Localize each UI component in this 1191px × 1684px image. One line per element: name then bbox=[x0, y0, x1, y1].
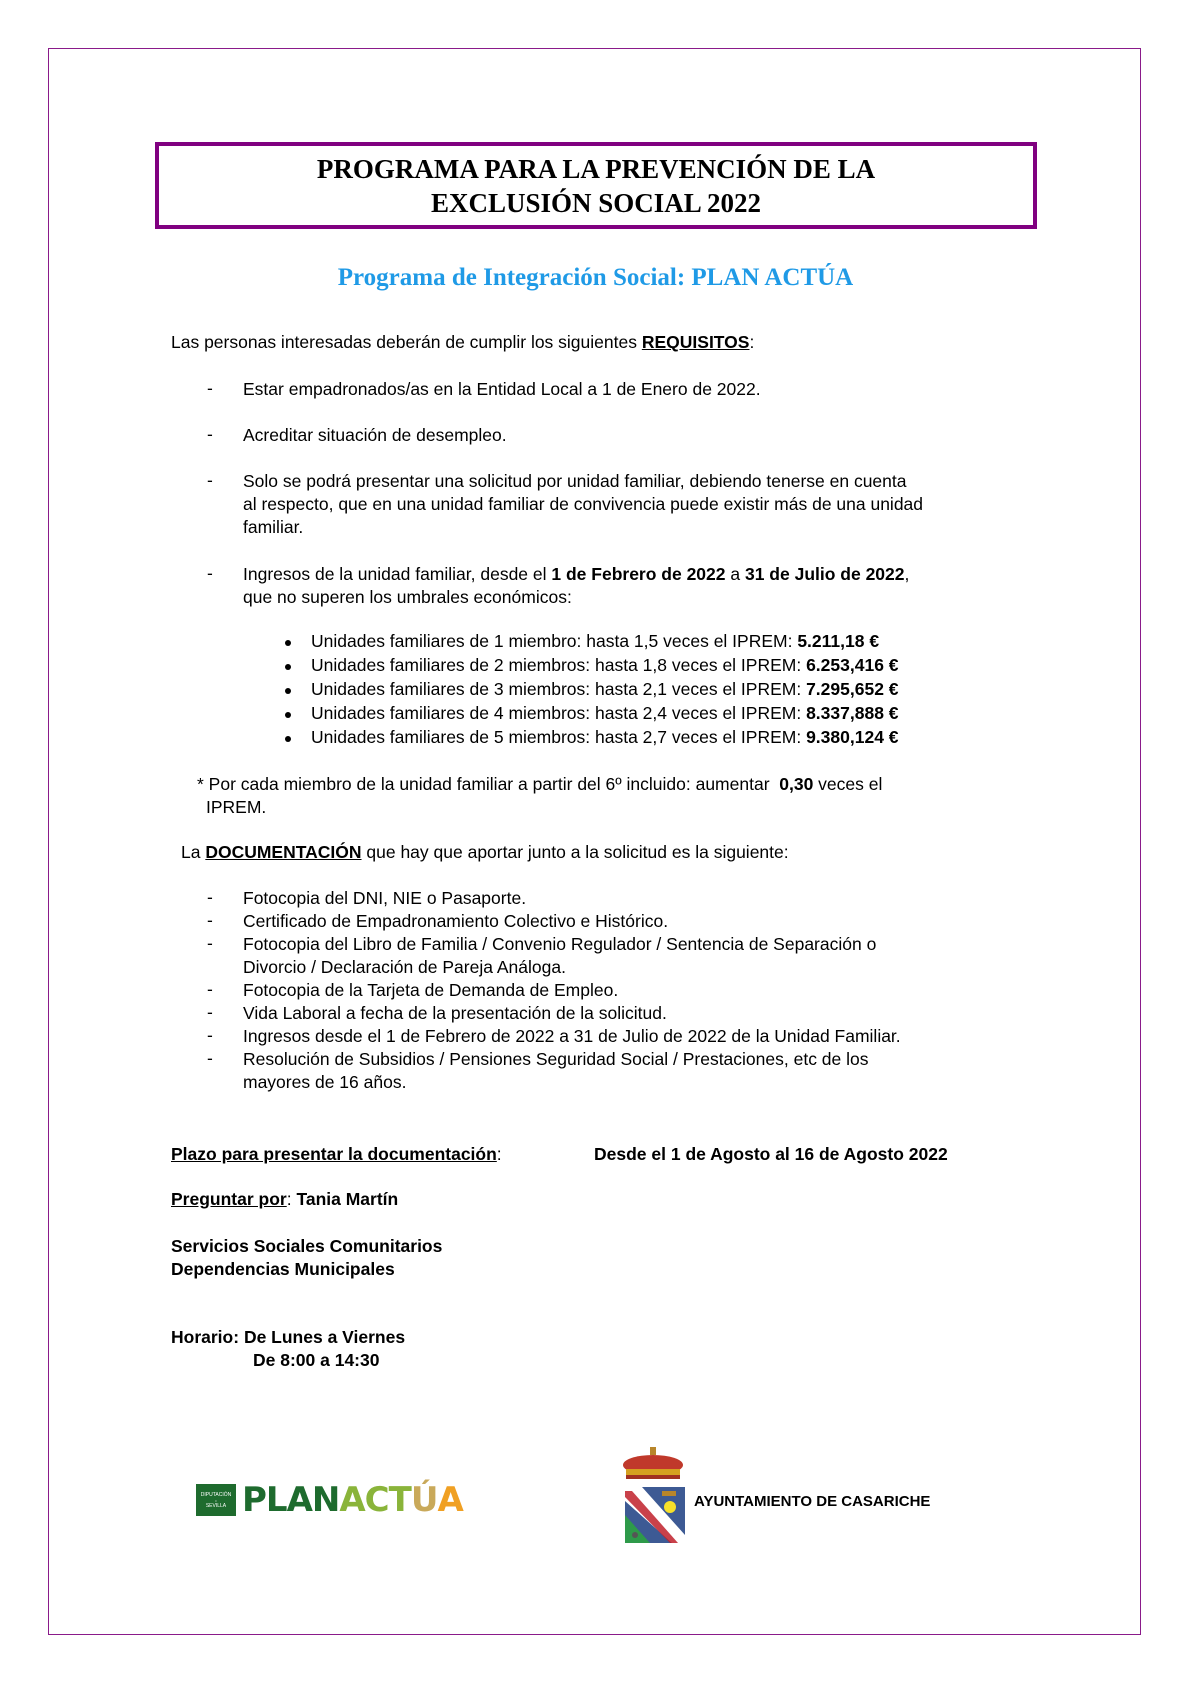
threshold-amount: 9.380,124 € bbox=[806, 727, 899, 747]
requirement-item bbox=[243, 470, 923, 539]
documentation-item: Certificado de Empadronamiento Colectivo e Histórico. bbox=[243, 911, 669, 931]
documentation-item bbox=[243, 933, 876, 979]
schedule-days: De Lunes a Viernes bbox=[243, 1327, 406, 1347]
note-prefix: * Por cada miembro de la unidad familiar a partir del 6º incluido: aumentar bbox=[197, 774, 780, 794]
logo-heart-u: Ú bbox=[410, 1480, 438, 1520]
requirement-line: al respecto, que en una unidad familiar de convivencia puede existir más de una unidad bbox=[243, 494, 924, 514]
dash-bullet: - bbox=[207, 910, 213, 930]
dash-bullet: - bbox=[207, 933, 213, 953]
casariche-crest-icon bbox=[620, 1445, 690, 1545]
dash-bullet: - bbox=[207, 979, 213, 999]
ayuntamiento-name: AYUNTAMIENTO DE CASARICHE bbox=[694, 1493, 931, 1510]
title-line-1: PROGRAMA PARA LA PREVENCIÓN DE LA bbox=[316, 153, 876, 184]
documentation-intro-prefix: La bbox=[181, 842, 206, 862]
threshold-item bbox=[311, 678, 899, 701]
requirements-keyword: REQUISITOS bbox=[641, 332, 750, 352]
title-box bbox=[155, 142, 1037, 229]
bullet-dot bbox=[285, 712, 291, 718]
note-line: IPREM. bbox=[206, 797, 267, 817]
diputacion-sevilla-logo bbox=[196, 1484, 236, 1516]
requirement-line: que no superen los umbrales económicos: bbox=[243, 587, 572, 607]
requirements-intro-text: Las personas interesadas deberán de cumplir los siguientes bbox=[171, 332, 642, 352]
threshold-label: Unidades familiares de 5 miembros: hasta 2,7 veces el IPREM: bbox=[311, 727, 807, 747]
dash-bullet: - bbox=[207, 470, 213, 490]
logo-word-act: ACT bbox=[339, 1480, 411, 1520]
contact-line bbox=[171, 1188, 398, 1211]
documentation-line: Resolución de Subsidios / Pensiones Seguridad Social / Prestaciones, etc de los bbox=[243, 1049, 869, 1069]
dash-bullet: - bbox=[207, 378, 213, 398]
requirement-item: Estar empadronados/as en la Entidad Local a 1 de Enero de 2022. bbox=[243, 379, 761, 399]
contact-name: Tania Martín bbox=[296, 1189, 399, 1209]
documentation-item bbox=[243, 1048, 869, 1094]
office-line: Servicios Sociales Comunitarios bbox=[171, 1236, 443, 1256]
threshold-amount: 7.295,652 € bbox=[806, 679, 899, 699]
requirement-item: Acreditar situación de desempleo. bbox=[243, 425, 507, 445]
dash-bullet: - bbox=[207, 563, 213, 583]
income-suffix: , bbox=[904, 564, 910, 584]
documentation-item: Fotocopia de la Tarjeta de Demanda de Empleo. bbox=[243, 980, 619, 1000]
deadline-value: Desde el 1 de Agosto al 16 de Agosto 2022 bbox=[594, 1144, 948, 1164]
note-factor: 0,30 bbox=[779, 774, 814, 794]
subtitle: Programa de Integración Social: PLAN ACTÚA bbox=[337, 264, 854, 291]
threshold-item bbox=[311, 654, 899, 677]
documentation-item: Fotocopia del DNI, NIE o Pasaporte. bbox=[243, 888, 527, 908]
threshold-item bbox=[311, 630, 879, 653]
dash-bullet: - bbox=[207, 887, 213, 907]
documentation-line: Divorcio / Declaración de Pareja Análoga. bbox=[243, 957, 566, 977]
extra-member-note bbox=[197, 773, 882, 819]
threshold-amount: 5.211,18 € bbox=[797, 631, 880, 651]
threshold-label: Unidades familiares de 3 miembros: hasta 2,1 veces el IPREM: bbox=[311, 679, 807, 699]
deadline-label bbox=[171, 1143, 502, 1166]
logo-word-plan: PLAN bbox=[242, 1480, 340, 1520]
requirement-line bbox=[243, 563, 909, 586]
bullet-dot bbox=[285, 688, 291, 694]
threshold-item bbox=[311, 726, 899, 749]
deadline-label-text: Plazo para presentar la documentación bbox=[171, 1144, 497, 1164]
title-line-2: EXCLUSIÓN SOCIAL 2022 bbox=[430, 187, 762, 218]
threshold-label: Unidades familiares de 2 miembros: hasta 1,8 veces el IPREM: bbox=[311, 655, 807, 675]
documentation-intro-suffix: que hay que aportar junto a la solicitud es la siguiente: bbox=[361, 842, 789, 862]
income-mid: a bbox=[725, 564, 745, 584]
documentation-line: Fotocopia del Libro de Familia / Convenio Regulador / Sentencia de Separación o bbox=[243, 934, 877, 954]
documentation-line: mayores de 16 años. bbox=[243, 1072, 407, 1092]
shield-icon bbox=[625, 1487, 685, 1543]
requirement-line: familiar. bbox=[243, 517, 304, 537]
threshold-label: Unidades familiares de 4 miembros: hasta 2,4 veces el IPREM: bbox=[311, 703, 807, 723]
dash-bullet: - bbox=[207, 1002, 213, 1022]
deadline-colon: : bbox=[496, 1144, 502, 1164]
documentation-intro bbox=[181, 841, 789, 864]
requirements-intro bbox=[171, 331, 754, 354]
requirement-item bbox=[243, 563, 909, 609]
income-start-date: 1 de Febrero de 2022 bbox=[551, 564, 726, 584]
sevilla-badge-top: DIPUTACIÓN bbox=[200, 1491, 232, 1498]
logo-word-a: A bbox=[437, 1480, 463, 1520]
dash-bullet: - bbox=[207, 1025, 213, 1045]
income-end-date: 31 de Julio de 2022 bbox=[744, 564, 905, 584]
threshold-amount: 6.253,416 € bbox=[806, 655, 899, 675]
bullet-dot bbox=[285, 664, 291, 670]
office-line: Dependencias Municipales bbox=[171, 1259, 395, 1279]
documentation-item: Ingresos desde el 1 de Febrero de 2022 a 31 de Julio de 2022 de la Unidad Familiar. bbox=[243, 1026, 901, 1046]
threshold-amount: 8.337,888 € bbox=[806, 703, 899, 723]
bullet-dot bbox=[285, 736, 291, 742]
office-info bbox=[171, 1235, 442, 1281]
schedule-line bbox=[171, 1326, 405, 1349]
requirements-colon: : bbox=[749, 332, 755, 352]
sevilla-badge-dot: • bbox=[215, 1497, 217, 1503]
sevilla-badge-bottom: SEVILLA bbox=[205, 1502, 227, 1509]
requirement-line: Solo se podrá presentar una solicitud por unidad familiar, debiendo tenerse en cuenta bbox=[243, 471, 907, 491]
plan-actua-logo bbox=[196, 1480, 463, 1520]
note-suffix: veces el bbox=[813, 774, 883, 794]
dash-bullet: - bbox=[207, 424, 213, 444]
contact-colon: : bbox=[286, 1189, 297, 1209]
note-line bbox=[197, 773, 882, 796]
threshold-item bbox=[311, 702, 899, 725]
bullet-dot bbox=[285, 640, 291, 646]
crown-icon bbox=[623, 1447, 683, 1479]
dash-bullet: - bbox=[207, 1048, 213, 1068]
schedule bbox=[171, 1326, 405, 1372]
threshold-label: Unidades familiares de 1 miembro: hasta 1,5 veces el IPREM: bbox=[311, 631, 798, 651]
schedule-hours: De 8:00 a 14:30 bbox=[253, 1350, 380, 1370]
documentation-keyword: DOCUMENTACIÓN bbox=[205, 842, 362, 862]
documentation-item: Vida Laboral a fecha de la presentación de la solicitud. bbox=[243, 1003, 667, 1023]
income-prefix: Ingresos de la unidad familiar, desde el bbox=[243, 564, 552, 584]
contact-label: Preguntar por bbox=[171, 1189, 287, 1209]
schedule-label: Horario: bbox=[171, 1327, 244, 1347]
